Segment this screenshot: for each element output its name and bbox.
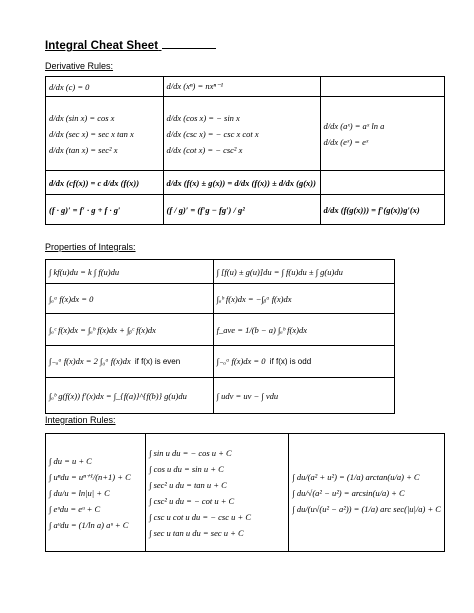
section-integration-rules: Integration Rules:	[45, 415, 116, 425]
deriv-sum-difference: d/dx (f(x) ± g(x)) = d/dx (f(x)) ± d/dx (g(x))	[163, 171, 320, 195]
even-note: if f(x) is even	[134, 357, 181, 366]
deriv-cot: d/dx (cot x) = − csc² x	[166, 144, 243, 155]
integration-basic	[46, 434, 146, 552]
deriv-exp	[320, 97, 445, 171]
prop-integration-by-parts: ∫ udv = uv − ∫ vdu	[213, 378, 394, 414]
prop-even-function: ∫₋ₐᵃ f(x)dx = 2 ∫₀ᵃ f(x)dx if f(x) is even	[46, 346, 214, 378]
int-csc-cot: ∫ csc u cot u du = − csc u + C	[149, 511, 252, 522]
empty-cell	[320, 77, 445, 97]
prop-sum: ∫ [f(u) ± g(u)]du = ∫ f(u)du ± ∫ g(u)du	[213, 260, 394, 284]
deriv-tan: d/dx (tan x) = sec² x	[49, 144, 118, 155]
int-sec-squared: ∫ sec² u du = tan u + C	[149, 479, 227, 490]
deriv-quotient-rule: (f / g)′ = (f′g − fg′) / g²	[163, 195, 320, 225]
deriv-trig-2	[163, 97, 320, 171]
deriv-product-rule: (f · g)′ = f′ · g + f · g′	[46, 195, 164, 225]
prop-zero-interval: ∫ₐᵃ f(x)dx = 0	[46, 284, 214, 314]
int-sin: ∫ sin u du = − cos u + C	[149, 447, 232, 458]
int-cos: ∫ cos u du = sin u + C	[149, 463, 224, 474]
page-title: Integral Cheat Sheet	[45, 39, 216, 52]
deriv-csc: d/dx (csc x) = − csc x cot x	[166, 128, 259, 139]
prop-additivity: ∫ₐᶜ f(x)dx = ∫ₐᵇ f(x)dx + ∫ᵦᶜ f(x)dx	[46, 314, 214, 346]
int-power: ∫ uⁿdu = uⁿ⁺¹/(n+1) + C	[49, 471, 131, 482]
int-sec-tan: ∫ sec u tan u du = sec u + C	[149, 527, 244, 538]
properties-table	[45, 259, 395, 414]
deriv-constant: d/dx (c) = 0	[46, 77, 164, 97]
int-exp-e: ∫ eᵘdu = eᵘ + C	[49, 503, 101, 514]
integration-inverse-trig	[289, 434, 445, 552]
int-exp-a: ∫ aᵘdu = (1/ln a) aᵘ + C	[49, 519, 129, 530]
deriv-chain-rule: d/dx (f(g(x))) = f′(g(x))g′(x)	[320, 195, 445, 225]
odd-note: if f(x) is odd	[269, 357, 312, 366]
prop-constant-multiple: ∫ kf(u)du = k ∫ f(u)du	[46, 260, 214, 284]
int-reciprocal: ∫ du/u = ln|u| + C	[49, 487, 110, 498]
deriv-constant-multiple: d/dx (cf(x)) = c d/dx (f(x))	[46, 171, 164, 195]
prop-average-value: f_ave = 1/(b − a) ∫ₐᵇ f(x)dx	[213, 314, 394, 346]
section-properties: Properties of Integrals:	[45, 242, 136, 252]
deriv-power: d/dx (xⁿ) = nxⁿ⁻¹	[163, 77, 320, 97]
int-arcsin: ∫ du/√(a² − u²) = arcsin(u/a) + C	[292, 487, 405, 498]
deriv-a-power: d/dx (aˣ) = aˣ ln a	[323, 120, 385, 131]
deriv-trig-1	[46, 97, 164, 171]
integration-trig	[146, 434, 289, 552]
prop-odd-function: ∫₋ₐᵃ f(x)dx = 0 if f(x) is odd	[213, 346, 394, 378]
prop-substitution: ∫ₐᵇ g(f(x)) f′(x)dx = ∫_{f(a)}^{f(b)} g(u)du	[46, 378, 214, 414]
empty-cell	[320, 171, 445, 195]
section-derivative-rules: Derivative Rules:	[45, 61, 114, 71]
int-arcsec: ∫ du/(u√(u² − a²)) = (1/a) arc sec(|u|/a) + C	[292, 503, 441, 514]
int-csc-squared: ∫ csc² u du = − cot u + C	[149, 495, 235, 506]
deriv-e-power: d/dx (eˣ) = eˣ	[323, 136, 369, 147]
prop-reverse-limits: ∫ₐᵇ f(x)dx = −∫ᵦᵃ f(x)dx	[213, 284, 394, 314]
deriv-sin: d/dx (sin x) = cos x	[49, 112, 115, 123]
deriv-cos: d/dx (cos x) = − sin x	[166, 112, 240, 123]
derivative-rules-table	[45, 76, 445, 225]
integration-rules-table	[45, 433, 445, 552]
int-arctan: ∫ du/(a² + u²) = (1/a) arctan(u/a) + C	[292, 471, 420, 482]
deriv-sec: d/dx (sec x) = sec x tan x	[49, 128, 134, 139]
int-du: ∫ du = u + C	[49, 455, 92, 466]
